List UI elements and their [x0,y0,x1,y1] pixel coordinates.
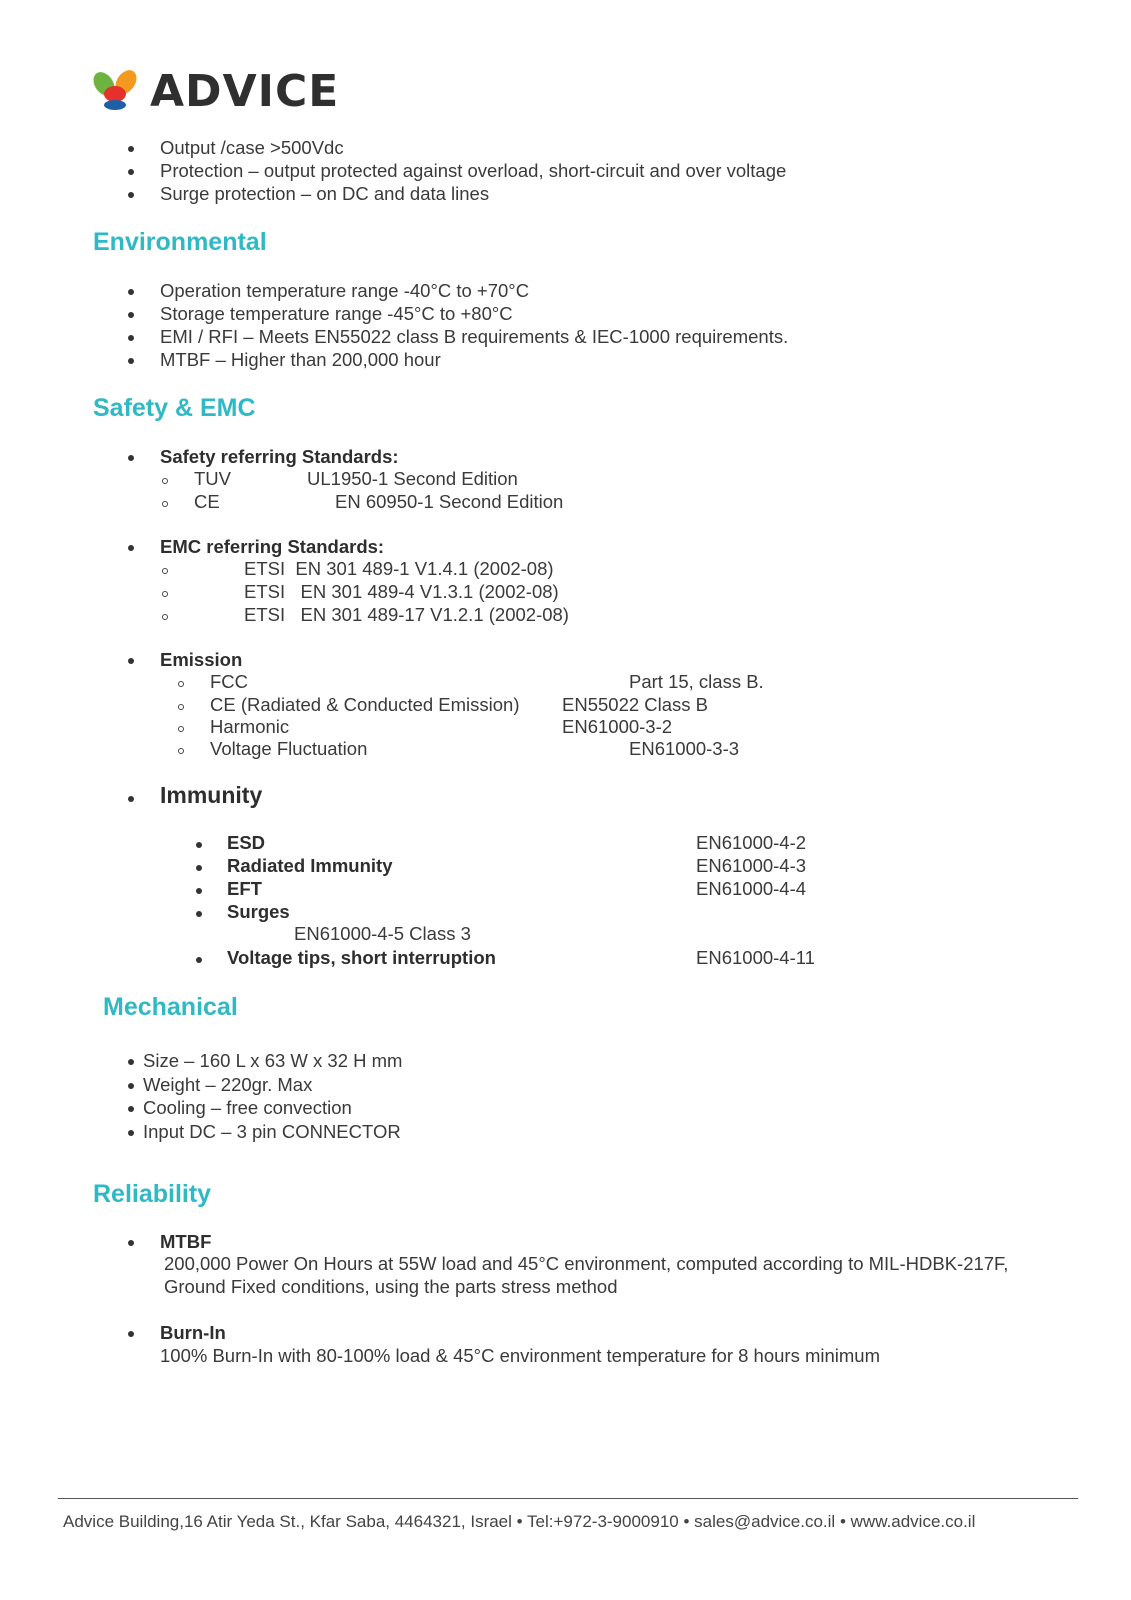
standard-value: EN61000-3-3 [629,738,740,759]
logo-icon [92,64,144,116]
bullet-icon [128,1059,134,1065]
standard-value: EN 60950-1 Second Edition [335,491,564,512]
standard-value: Part 15, class B. [629,671,764,692]
circle-bullet-icon [178,726,184,732]
bullet-icon [128,1083,134,1089]
footer-email-link[interactable]: sales@advice.co.il [694,1512,836,1531]
circle-bullet-icon [162,591,168,597]
standard-name: CE [194,491,220,512]
standard-name: Harmonic [210,716,290,737]
section-heading-environmental: Environmental [93,228,267,256]
emission-heading: Emission [160,649,243,670]
standard-value: EN55022 Class B [562,694,709,715]
immunity-heading: Immunity [160,782,263,808]
bullet-icon [128,545,134,551]
separator-dot-icon: • [839,1512,851,1531]
section-heading-mechanical: Mechanical [103,993,238,1021]
mtbf-heading: MTBF [160,1231,212,1252]
standard-name: ESD [227,832,266,853]
bullet-icon [196,888,202,894]
standard-value: EN61000-4-2 [696,832,807,853]
standard-value: UL1950-1 Second Edition [307,468,518,489]
list-item: EMI / RFI – Meets EN55022 class B requirements & IEC-1000 requirements. [160,326,789,347]
list-item: Size – 160 L x 63 W x 32 H mm [143,1050,403,1071]
standard-name: Radiated Immunity [227,855,393,876]
footer-divider [58,1498,1078,1499]
standard-value: EN61000-4-4 [696,878,807,899]
standard-name: TUV [194,468,231,489]
separator-dot-icon: • [516,1512,528,1531]
standard-name: FCC [210,671,249,692]
bullet-icon [128,1240,134,1246]
footer-website-link[interactable]: www.advice.co.il [850,1512,976,1531]
footer-phone: Tel:+972-3-9000910 [527,1512,679,1531]
bullet-icon [128,192,134,198]
bullet-icon [128,146,134,152]
list-item: Cooling – free convection [143,1097,352,1118]
standard-value: EN61000-4-11 [696,947,815,968]
list-item: Weight – 220gr. Max [143,1074,313,1095]
circle-bullet-icon [162,568,168,574]
bullet-icon [128,796,134,802]
mtbf-text: 200,000 Power On Hours at 55W load and 45°C environment, computed according to MIL-HDBK-217F, Ground Fixed conditions, using the parts stress method [164,1253,1009,1297]
bullet-icon [196,842,202,848]
list-item: Operation temperature range -40°C to +70°C [160,280,530,301]
section-heading-safety-emc: Safety & EMC [93,394,256,422]
safety-standards-heading: Safety referring Standards: [160,446,399,467]
bullet-icon [128,1106,134,1112]
separator-dot-icon: • [683,1512,695,1531]
bullet-icon [128,335,134,341]
bullet-icon [128,1130,134,1136]
standard-name: EFT [227,878,262,899]
standard-value: ETSI EN 301 489-4 V1.3.1 (2002-08) [244,581,559,602]
footer-address: Advice Building,16 Atir Yeda St., Kfar Saba, 4464321, Israel [63,1512,512,1531]
burnin-heading: Burn-In [160,1322,226,1343]
circle-bullet-icon [162,501,168,507]
bullet-icon [128,312,134,318]
circle-bullet-icon [178,681,184,687]
bullet-icon [128,455,134,461]
circle-bullet-icon [162,614,168,620]
list-item: Storage temperature range -45°C to +80°C [160,303,513,324]
list-item: Output /case >500Vdc [160,137,344,158]
standard-value: ETSI EN 301 489-17 V1.2.1 (2002-08) [244,604,569,625]
standard-value: ETSI EN 301 489-1 V1.4.1 (2002-08) [244,558,554,579]
bullet-icon [128,289,134,295]
circle-bullet-icon [178,748,184,754]
standard-name: Voltage Fluctuation [210,738,368,759]
list-item: MTBF – Higher than 200,000 hour [160,349,441,370]
standard-value: EN61000-4-3 [696,855,807,876]
standard-value: EN61000-3-2 [562,716,673,737]
circle-bullet-icon [162,478,168,484]
circle-bullet-icon [178,704,184,710]
bullet-icon [196,911,202,917]
company-logo [92,64,340,117]
bullet-icon [128,358,134,364]
bullet-icon [128,169,134,175]
burnin-text: 100% Burn-In with 80-100% load & 45°C environment temperature for 8 hours minimum [160,1345,881,1366]
standard-name: Surges [227,901,290,922]
list-item: Surge protection – on DC and data lines [160,183,490,204]
standard-name: Voltage tips, short interruption [227,947,496,968]
bullet-icon [196,957,202,963]
bullet-icon [128,1331,134,1337]
bullet-icon [196,865,202,871]
emc-standards-heading: EMC referring Standards: [160,536,385,557]
list-item: Input DC – 3 pin CONNECTOR [143,1121,401,1142]
section-heading-reliability: Reliability [93,1180,212,1208]
standard-name: CE (Radiated & Conducted Emission) [210,694,520,715]
logo-wordmark: ADVICE [150,66,340,117]
bullet-icon [128,658,134,664]
standard-value: EN61000-4-5 Class 3 [294,923,471,944]
footer [63,1512,975,1532]
list-item: Protection – output protected against overload, short-circuit and over voltage [160,160,787,181]
